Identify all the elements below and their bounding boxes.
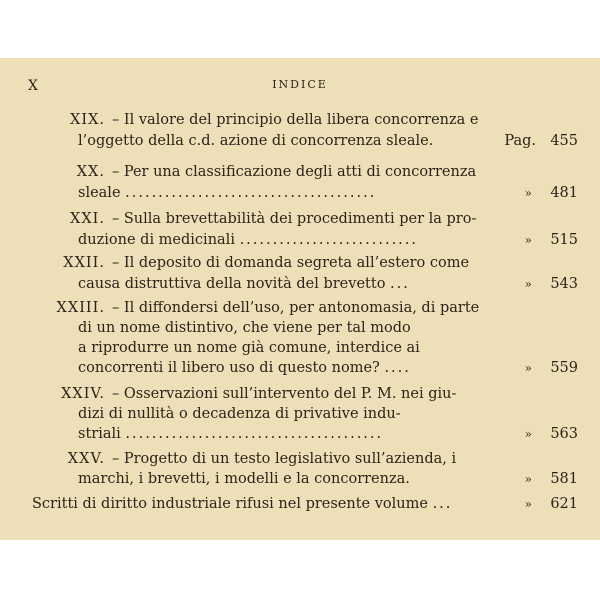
ditto-mark: » (524, 472, 532, 486)
ditto-mark: » (524, 427, 532, 441)
entry-line-last: sleale ...................................... (78, 185, 377, 201)
page-number: 515 (550, 232, 578, 248)
page-number: 481 (550, 185, 578, 201)
leader-dots: ...................................... (125, 185, 377, 201)
page-header (0, 78, 600, 98)
entry-line-last: duzione di medicinali ........................... (78, 232, 419, 248)
entry-number: XXI. (70, 211, 105, 227)
leader-dots: ........................... (239, 232, 419, 248)
page-number: 543 (550, 276, 578, 292)
entry-line: dizi di nullità o decadenza di privative indu- (78, 406, 401, 422)
ditto-mark: » (524, 186, 532, 200)
ditto-mark: » (524, 497, 532, 511)
entry-line: di un nome distintivo, che viene per tal modo (78, 320, 411, 336)
entry-line: – Il diffondersi dell’uso, per antonomasia, di parte (112, 300, 480, 316)
entry-number: XXII. (63, 255, 105, 271)
entry-line-last: striali ....................................... (78, 426, 384, 442)
entry-number: XXIV. (61, 386, 105, 402)
ditto-mark: » (524, 361, 532, 375)
page-number: 621 (550, 496, 578, 512)
entry-number: XX. (76, 164, 105, 180)
page-folio: X (28, 78, 39, 94)
entry-line: marchi, i brevetti, i modelli e la concorrenza. (78, 471, 410, 487)
page-label: Pag. (504, 133, 536, 149)
entry-line: – Sulla brevettabilità dei procedimenti per la pro- (112, 211, 477, 227)
page-number: 455 (550, 133, 578, 149)
entry-line: – Per una classificazione degli atti di concorrenza (112, 164, 477, 180)
leader-dots: .... (384, 360, 411, 376)
entry-line-last: causa distruttiva della novità del brevetto ... (78, 276, 410, 292)
leader-dots: ....................................... (125, 426, 384, 442)
entry-number: XXV. (67, 451, 105, 467)
entry-line-last: concorrenti il libero uso di questo nome? .... (78, 360, 411, 376)
page-number: 581 (550, 471, 578, 487)
entry-line: – Osservazioni sull’intervento del P. M. nei giu- (112, 386, 457, 402)
entry-line: Scritti di diritto industriale rifusi nel presente volume ... (32, 496, 453, 512)
entry-line: a riprodurre un nome già comune, interdice ai (78, 340, 420, 356)
page-number: 559 (550, 360, 578, 376)
leader-dots: ... (390, 276, 410, 292)
book-page (0, 58, 600, 540)
entry-line: – Progetto di un testo legislativo sull’azienda, i (112, 451, 457, 467)
ditto-mark: » (524, 277, 532, 291)
entry-line: – Il valore del principio della libera concorrenza e (112, 112, 479, 128)
leader-dots: ... (432, 496, 453, 512)
running-title: INDICE (272, 78, 328, 91)
ditto-mark: » (524, 233, 532, 247)
page-number: 563 (550, 426, 578, 442)
entry-number: XIX. (70, 112, 105, 128)
entry-line: l’oggetto della c.d. azione di concorrenza sleale. (78, 133, 434, 149)
entry-line: – Il deposito di domanda segreta all’estero come (112, 255, 470, 271)
entry-number: XXIII. (56, 300, 105, 316)
